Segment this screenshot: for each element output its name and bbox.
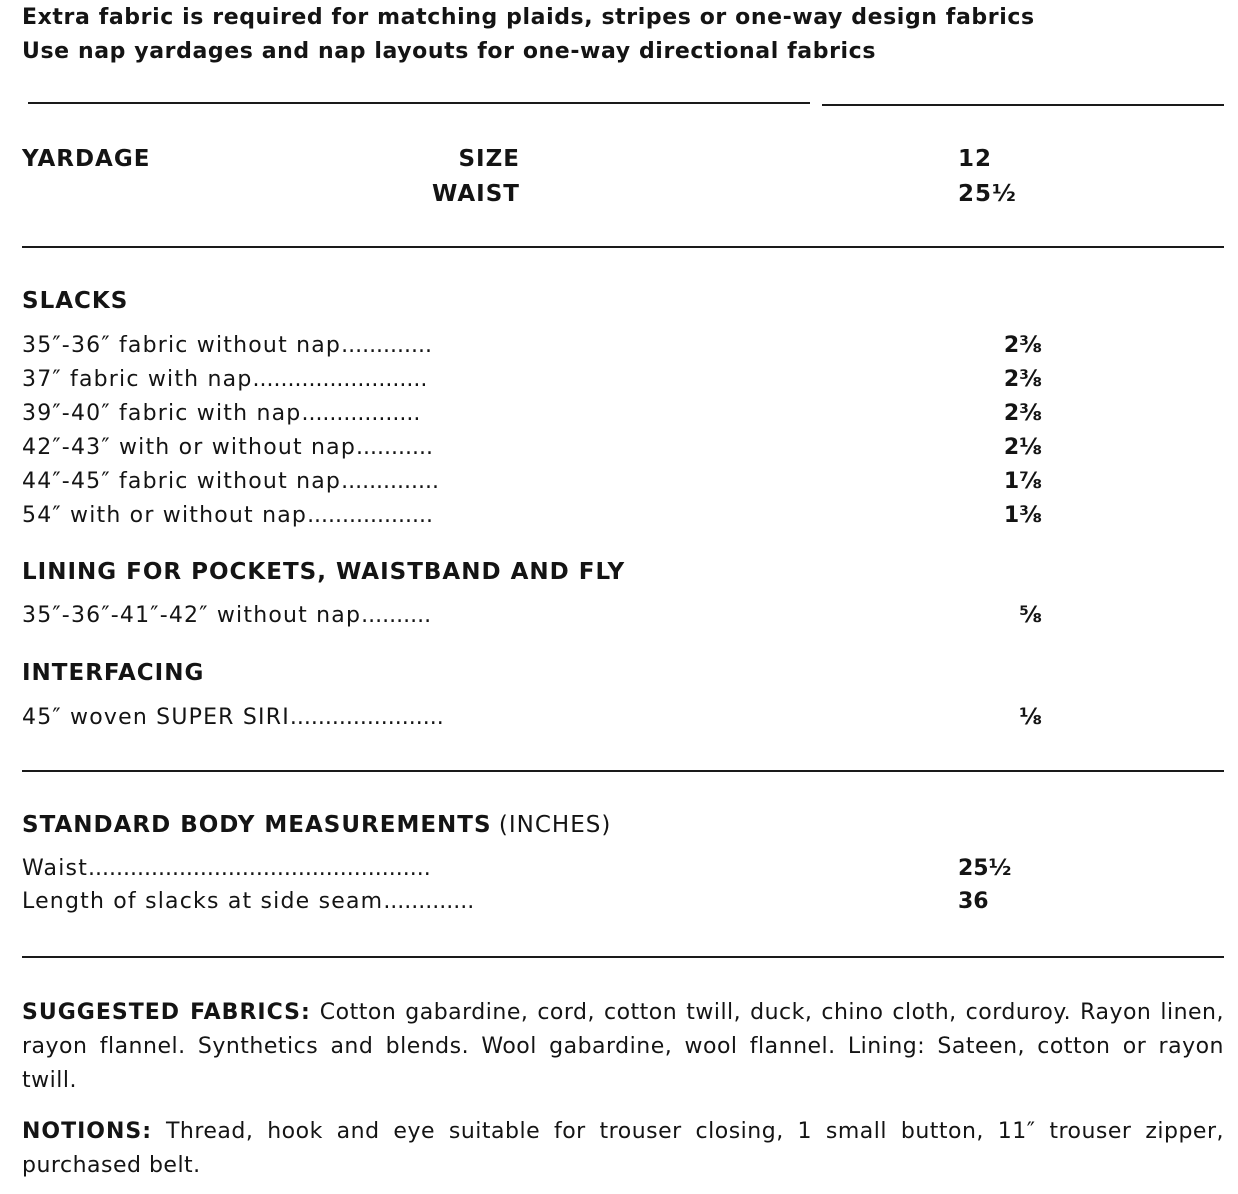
list-item <box>22 367 1042 399</box>
yardage-value: 1⅞ <box>1003 469 1042 494</box>
divider <box>22 246 1224 248</box>
leader-dots: ................................................. <box>88 856 431 881</box>
measurement-value: 36 <box>958 889 989 914</box>
suggested-fabrics-text: Cotton gabardine, cord, cotton twill, duck, chino cloth, corduroy. Rayon linen, rayon flannel. Synthetics and blends. Wool gabardine, wool flannel. Lining: Sateen, cotton or rayon twill. <box>22 1000 1224 1093</box>
list-item <box>22 856 1022 888</box>
leader-dots: ........... <box>356 435 433 460</box>
size-label: SIZE <box>458 146 520 172</box>
list-item <box>22 469 1042 501</box>
measurement-label: Length of slacks at side seam <box>22 889 384 914</box>
fabric-width-label: 45″ woven SUPER SIRI <box>22 705 290 730</box>
lining-title: LINING FOR POCKETS, WAISTBAND AND FLY <box>22 559 626 585</box>
notions-label: NOTIONS: <box>22 1119 153 1144</box>
measurements-unit: (INCHES) <box>498 812 612 838</box>
leader-dots: ...................... <box>289 705 444 730</box>
interfacing-title: INTERFACING <box>22 660 205 686</box>
measurement-label: Waist <box>22 856 89 881</box>
yardage-value: ⅝ <box>1019 603 1042 628</box>
fabric-width-label: 37″ fabric with nap <box>22 367 253 392</box>
leader-dots: ................. <box>301 401 421 426</box>
yardage-value: 2⅜ <box>1003 367 1042 392</box>
yardage-value: 1⅜ <box>1003 503 1042 528</box>
yardage-value: 2⅜ <box>1003 401 1042 426</box>
slacks-title: SLACKS <box>22 288 129 314</box>
fabric-width-label: 42″-43″ with or without nap <box>22 435 357 460</box>
list-item <box>22 401 1042 433</box>
size-value: 12 <box>958 146 993 172</box>
waist-label: WAIST <box>432 181 520 207</box>
fabric-width-label: 54″ with or without nap <box>22 503 308 528</box>
notions <box>22 1115 1224 1183</box>
waist-value: 25½ <box>958 181 1017 207</box>
notions-text: Thread, hook and eye suitable for trouser closing, 1 small button, 11″ trouser zipper, purchased belt. <box>22 1119 1224 1178</box>
yardage-title: YARDAGE <box>22 146 151 172</box>
yardage-value: 2⅛ <box>1003 435 1042 460</box>
leader-dots: .................. <box>307 503 433 528</box>
leader-dots: ............. <box>383 889 475 914</box>
fabric-width-label: 35″-36″-41″-42″ without nap <box>22 603 362 628</box>
yardage-value: 2⅜ <box>1003 333 1042 358</box>
list-item <box>22 333 1042 365</box>
fabric-width-label: 44″-45″ fabric without nap <box>22 469 342 494</box>
divider <box>22 956 1224 958</box>
yardage-value: ⅛ <box>1019 705 1042 730</box>
list-item <box>22 503 1042 535</box>
intro-note-nap: Use nap yardages and nap layouts for one-way directional fabrics <box>22 39 877 64</box>
list-item <box>22 603 1042 635</box>
leader-dots: .......... <box>361 603 432 628</box>
measurement-value: 25½ <box>958 856 1012 881</box>
measurements-heading <box>22 812 611 838</box>
divider <box>28 102 810 104</box>
fabric-width-label: 39″-40″ fabric with nap <box>22 401 302 426</box>
intro-note-plaids: Extra fabric is required for matching plaids, stripes or one-way design fabrics <box>22 5 1035 30</box>
divider <box>22 770 1224 772</box>
list-item <box>22 435 1042 467</box>
list-item <box>22 705 1042 737</box>
leader-dots: .............. <box>341 469 439 494</box>
leader-dots: ............. <box>341 333 433 358</box>
suggested-fabrics-label: SUGGESTED FABRICS: <box>22 1000 311 1025</box>
suggested-fabrics <box>22 996 1224 1098</box>
divider <box>822 104 1224 106</box>
measurements-title: STANDARD BODY MEASUREMENTS <box>22 812 492 838</box>
list-item <box>22 889 1022 921</box>
leader-dots: ......................... <box>252 367 428 392</box>
fabric-width-label: 35″-36″ fabric without nap <box>22 333 342 358</box>
